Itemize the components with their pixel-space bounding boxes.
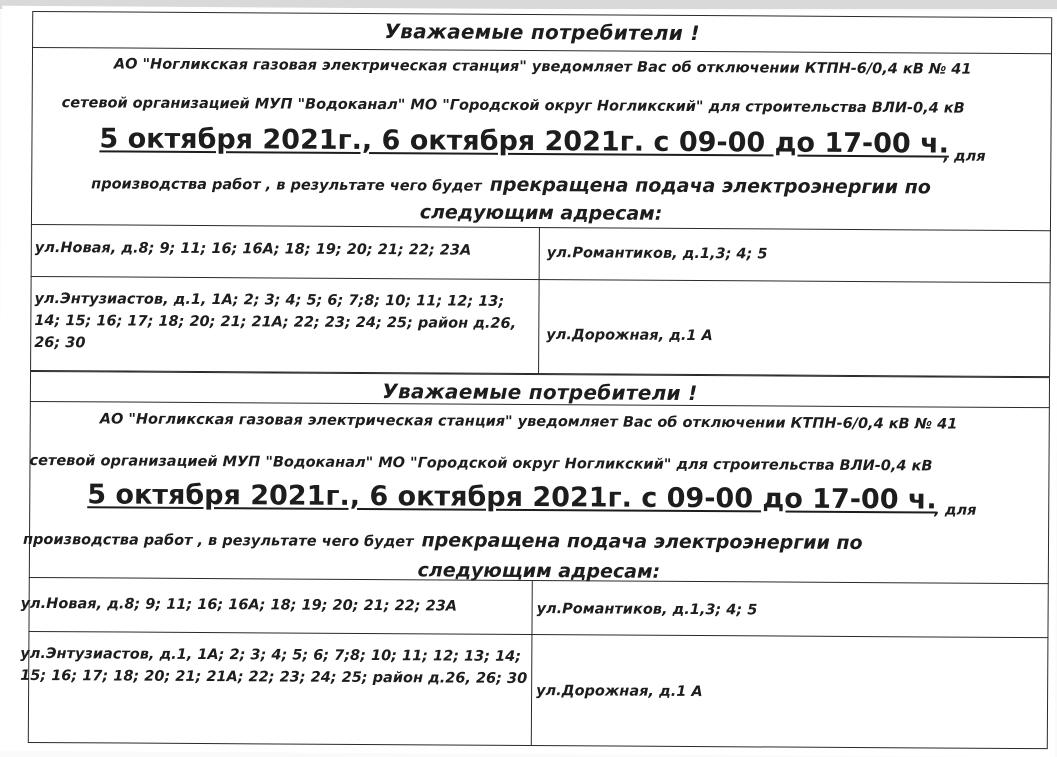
notice-line-4-small: производства работ , в результате чего будет [91, 176, 482, 195]
notice-line-4-big: прекращена подача электроэнергии по [489, 173, 931, 199]
notice-line-2: сетевой организацией МУП "Водоканал" МО "Городской округ Ногликский" для строительства ВЛИ-0,4 кВ [29, 452, 933, 475]
address-cell: ул.Романтиков, д.1,3; 4; 5 [536, 601, 758, 619]
address-cell: ул.Дорожная, д.1 А [536, 683, 703, 701]
notice-line-4-big: прекращена подача электроэнергии по [421, 529, 863, 555]
notice-line-1: АО "Ногликская газовая электрическая станция" уведомляет Вас об отключении КТПН-6/0,4 кВ № 41 [99, 411, 958, 433]
notice-line-4-small: производства работ , в результате чего будет [22, 531, 414, 551]
notice-line-3-tail: , для [934, 502, 977, 519]
notice-line-5: следующим адресам: [419, 201, 663, 225]
outage-dates: 5 октября 2021г., 6 октября 2021г. с 09-00 до 17-00 ч. [99, 123, 950, 160]
notice-line-3-tail: , для [943, 148, 986, 165]
paper-sheet [0, 6, 1057, 757]
notice-line-2: сетевой организацией МУП "Водоканал" МО "Городской округ Ногликский" для строительства ВЛИ-0,4 кВ [61, 95, 965, 117]
address-cell: ул.Энтузиастов, д.1, 1А; 2; 3; 4; 5; 6; 7;8; 10; 11; 12; 13; 14; 15; 16; 17; 18; 20; 21; 21А; 22; 23; 24; 25; район д.26, 26; 30 [20, 645, 528, 687]
address-cell: ул.Романтиков, д.1,3; 4; 5 [546, 245, 768, 263]
notice-line-5: следующим адресам: [417, 559, 661, 583]
outage-dates: 5 октября 2021г., 6 октября 2021г. с 09-00 до 17-00 ч. [87, 479, 937, 516]
notice-2 [20, 371, 1050, 749]
notice-1 [30, 11, 1052, 377]
address-cell: ул.Энтузиастов, д.1, 1А; 2; 3; 4; 5; 6; 7;8; 10; 11; 12; 13; 14; 15; 16; 17; 18; 20; 21; 21А; 22; 23; 24; 25; район д.26, 26; 30 [34, 290, 517, 352]
notice-line-1: АО "Ногликская газовая электрическая станция" уведомляет Вас об отключении КТПН-6/0,4 кВ № 41 [113, 56, 972, 78]
address-cell: ул.Дорожная, д.1 А [546, 327, 713, 345]
address-cell: ул.Новая, д.8; 9; 11; 16; 16А; 18; 19; 20; 21; 22; 23А [20, 595, 458, 615]
notice-title: Уважаемые потребители ! [384, 19, 700, 46]
notice-title: Уважаемые потребители ! [382, 379, 698, 406]
address-cell: ул.Новая, д.8; 9; 11; 16; 16А; 18; 19; 20; 21; 22; 23А [34, 239, 472, 259]
